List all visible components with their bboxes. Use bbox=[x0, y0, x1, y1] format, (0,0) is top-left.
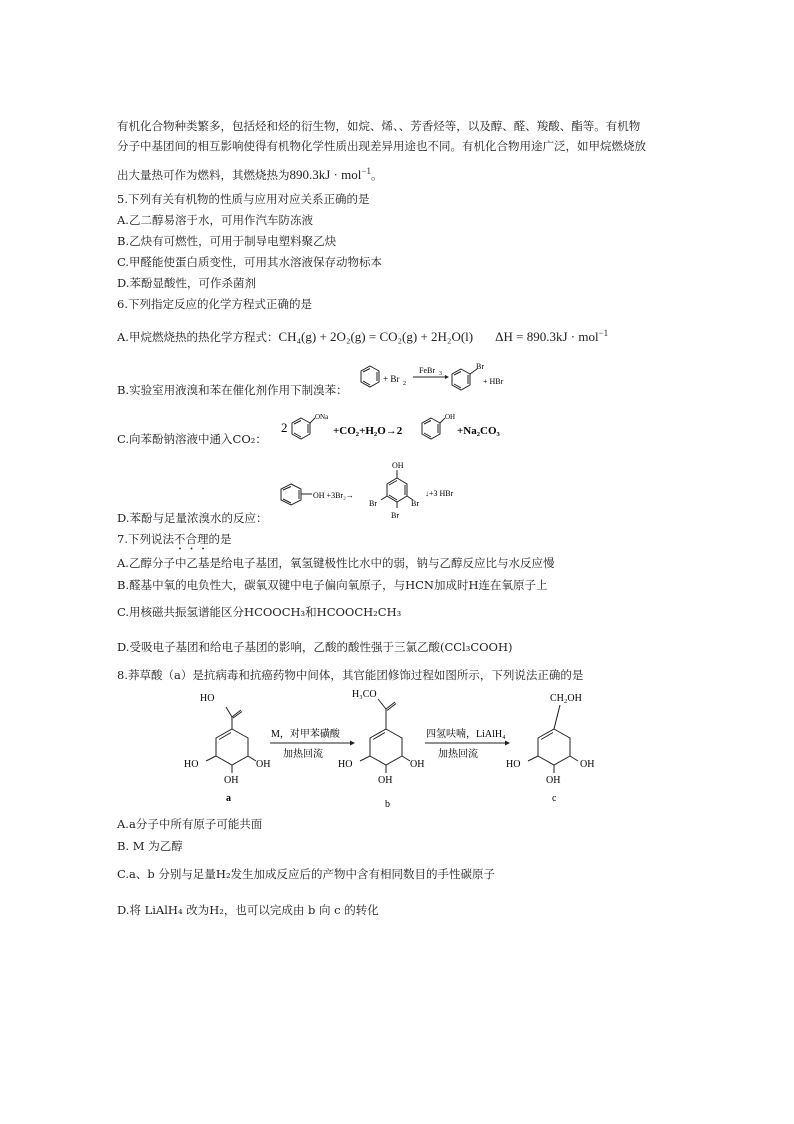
molecule-c-oh-mid: OH bbox=[546, 775, 561, 786]
q6-c-ona: ONa bbox=[315, 413, 329, 421]
molecule-a-oh: OH bbox=[256, 759, 271, 770]
intro-line-3 bbox=[117, 163, 382, 183]
q7-option-d: D.受吸电子基团和给电子基团的影响，乙酸的酸性强于三氯乙酸(CCl₃COOH) bbox=[117, 640, 513, 654]
q6-option-b: B.实验室用液溴和苯在催化剂作用下制溴苯： bbox=[117, 383, 348, 397]
q6-c-coef: 2 bbox=[281, 420, 288, 435]
arrow1-head bbox=[350, 741, 355, 746]
q5-option-c: C.甲醛能使蛋白质变性，可用其水溶液保存动物标本 bbox=[117, 255, 383, 269]
molecule-c-ch2oh: CH₂OH bbox=[550, 693, 582, 704]
q6-c-oh: OH bbox=[445, 413, 456, 421]
q6-b-scheme bbox=[355, 362, 505, 392]
q6-b-hbr: + HBr bbox=[483, 377, 504, 386]
q6-option-a bbox=[117, 325, 608, 345]
q6-d-scheme bbox=[275, 460, 495, 525]
q6-a-delta-h: ΔH = 890.3kJ · mol bbox=[495, 328, 599, 344]
molecule-c-structure bbox=[528, 705, 578, 773]
q8-option-d: D.将 LiAlH₄ 改为H₂，也可以完成由 b 向 c 的转化 bbox=[117, 903, 379, 917]
intro-line-3-post: 。 bbox=[370, 167, 383, 182]
tribromophenol-ring bbox=[381, 470, 413, 508]
molecule-c-label: c bbox=[552, 793, 557, 804]
molecule-b-h3co: H₃CO bbox=[352, 689, 377, 700]
q6-b-br: Br bbox=[476, 362, 484, 371]
q7-stem bbox=[117, 531, 231, 553]
molecule-b-label: b bbox=[385, 799, 390, 810]
molecule-a-oh-mid: OH bbox=[224, 775, 239, 786]
molecule-b-oh-mid: OH bbox=[378, 775, 393, 786]
q6-d-br-right: Br bbox=[411, 499, 419, 508]
intro-line-3-pre: 出大量热可作为燃料，其燃烧热为 bbox=[117, 167, 290, 182]
q6-c-tail: +Na₂CO₃ bbox=[457, 425, 500, 437]
q5-option-b: B.乙炔有可燃性，可用于制导电塑料聚乙炔 bbox=[117, 234, 337, 248]
q6-a-equation: CH₄(g) + 2O₂(g) = CO₂(g) + 2H₂O(l) bbox=[278, 328, 474, 344]
q5-option-a: A.乙二醇易溶于水，可用作汽车防冻液 bbox=[117, 213, 313, 227]
arrow1-reflux: 加热回流 bbox=[283, 749, 323, 760]
q6-stem: 6.下列指定反应的化学方程式正确的是 bbox=[117, 297, 312, 311]
q5-stem: 5.下列有关有机物的性质与应用对应关系正确的是 bbox=[117, 192, 370, 206]
q6-d-br-left: Br bbox=[369, 499, 377, 508]
q8-stem: 8.莽草酸（a）是抗病毒和抗癌药物中间体，其官能团修饰过程如图所示，下列说法正确的是 bbox=[117, 668, 584, 682]
sodium-phenoxide-ring bbox=[292, 418, 315, 439]
q7-option-a: A.乙醇分子中乙基是给电子基团，氧氢键极性比水中的弱，钠与乙醇反应比与水反应慢 bbox=[117, 556, 555, 570]
q6-b-catalyst: FeBr bbox=[419, 366, 435, 375]
q8-scheme bbox=[170, 685, 640, 810]
combustion-heat-exp: −1 bbox=[361, 166, 371, 176]
arrow2-head bbox=[505, 741, 510, 746]
molecule-a-ho: HO bbox=[184, 759, 199, 770]
molecule-b-ho: HO bbox=[338, 759, 353, 770]
q7-option-c: C.用核磁共振氢谱能区分HCOOCH₃和HCOOCH₂CH₃ bbox=[117, 605, 402, 619]
molecule-c-ho: HO bbox=[506, 759, 521, 770]
molecule-a-label: a bbox=[226, 793, 231, 804]
benzene-ring-left bbox=[361, 366, 379, 387]
q6-option-c: C.向苯酚钠溶液中通入CO₂： bbox=[117, 432, 267, 446]
q5-option-d: D.苯酚显酸性，可作杀菌剂 bbox=[117, 276, 256, 290]
q6-b-catalyst-sub: 3 bbox=[439, 371, 442, 377]
q8-option-b: B. M 为乙醇 bbox=[117, 839, 183, 853]
q6-a-label: A.甲烷燃烧热的热化学方程式： bbox=[117, 329, 279, 344]
q6-c-scheme bbox=[281, 408, 511, 442]
q7-stem-emphasis: 不合理 bbox=[173, 532, 209, 546]
q6-d-br-bottom: Br bbox=[391, 511, 399, 520]
q6-b-arrow-head bbox=[445, 375, 449, 379]
q7-option-b: B.醛基中氧的电负性大，碳氧双键中电子偏向氧原子，与HCN加成时H连在氧原子上 bbox=[117, 578, 548, 592]
q7-stem-post: 的是 bbox=[208, 532, 232, 546]
q6-option-d: D.苯酚与足量浓溴水的反应： bbox=[117, 511, 268, 525]
q6-c-mid: +CO₂+H₂O→2 bbox=[333, 425, 403, 437]
q6-b-br2-sub: 2 bbox=[403, 381, 406, 387]
q6-a-delta-h-exp: −1 bbox=[598, 328, 609, 338]
arrow2-conditions: 四氢呋喃，LiAlH₄ bbox=[426, 729, 506, 740]
q6-d-tail: ↓+3 HBr bbox=[425, 489, 454, 498]
arrow2-reflux: 加热回流 bbox=[438, 749, 478, 760]
q8-option-c: C.a、b 分别与足量H₂发生加成反应后的产物中含有相同数目的手性碳原子 bbox=[117, 867, 496, 881]
molecule-b-structure bbox=[360, 699, 410, 773]
molecule-c-oh: OH bbox=[580, 759, 595, 770]
q8-option-a: A.a分子中所有原子可能共面 bbox=[117, 817, 263, 831]
arrow1-conditions: M，对甲苯磺酸 bbox=[271, 729, 340, 740]
q6-d-oh-top: OH bbox=[392, 461, 404, 470]
intro-line-2: 分子中基团间的相互影响使得有机物化学性质出现差异用途也不同。有机化合物用途广泛，如甲烷燃烧放 bbox=[117, 139, 646, 153]
phenol-reactant-ring bbox=[281, 484, 312, 505]
phenol-ring bbox=[422, 418, 445, 439]
intro-line-1: 有机化合物种类繁多，包括烃和烃的衍生物，如烷、烯、、芳香烃等，以及醇、醛、羧酸、酯等。有机物 bbox=[117, 119, 641, 133]
q6-b-plus-br2: + Br bbox=[383, 374, 400, 384]
molecule-a-ho-top: HO bbox=[200, 693, 215, 704]
bromobenzene-ring bbox=[452, 369, 477, 390]
molecule-b-oh: OH bbox=[410, 759, 425, 770]
q6-d-left: OH +3Br₂→ bbox=[313, 491, 354, 500]
combustion-heat-value: 890.3kJ · mol bbox=[289, 166, 362, 182]
molecule-a-structure bbox=[206, 707, 256, 773]
q7-stem-pre: 7.下列说法 bbox=[117, 532, 174, 546]
